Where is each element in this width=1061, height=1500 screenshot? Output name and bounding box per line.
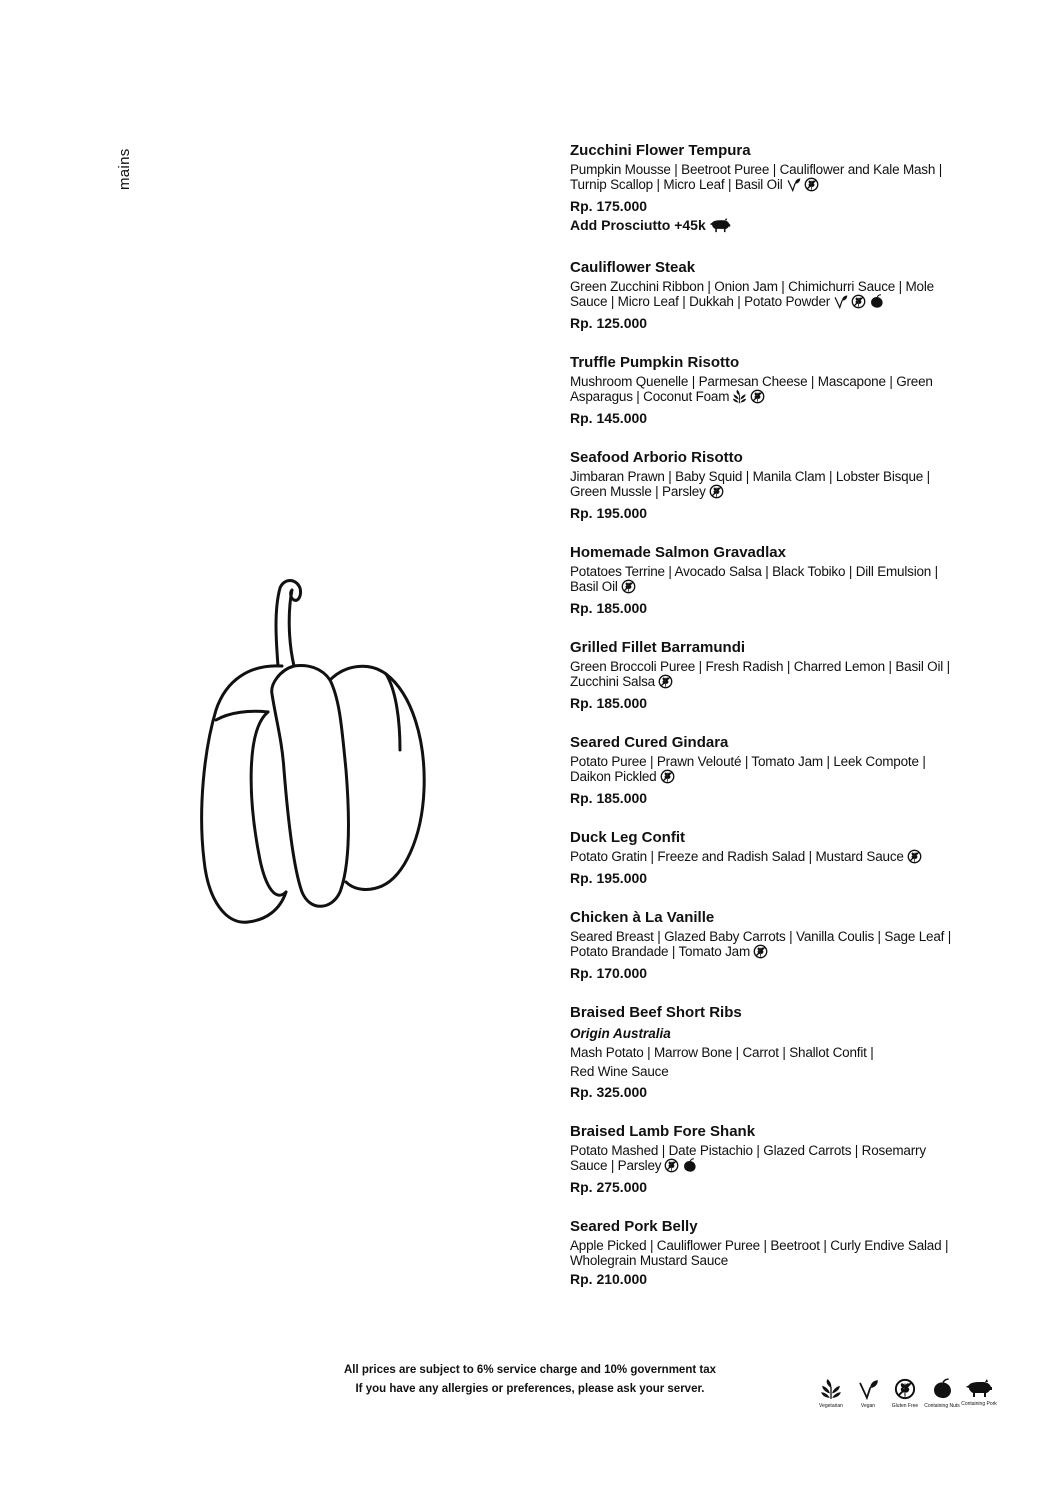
- gluten-free-icon: [753, 944, 768, 962]
- description-line: [570, 389, 990, 407]
- bell-pepper-drawing: [190, 570, 440, 940]
- item-title: Chicken à La Vanille: [570, 909, 715, 926]
- description-text: Potato Puree | Prawn Velouté | Tomato Jam | Leek Compote |: [570, 754, 926, 769]
- legend-item: [886, 1378, 924, 1410]
- description-line: [570, 659, 990, 674]
- legend-item: [849, 1378, 887, 1410]
- gluten-free-icon: [660, 769, 675, 787]
- item-title: Duck Leg Confit: [570, 829, 685, 846]
- vegan-icon: [849, 1378, 887, 1400]
- item-title: Seared Pork Belly: [570, 1218, 698, 1235]
- legend-item: [923, 1378, 961, 1410]
- item-price: Rp. 145.000: [570, 410, 648, 426]
- menu-list: [570, 141, 990, 1309]
- item-description: [570, 374, 990, 407]
- legend-label: Containing Nuts: [924, 1403, 960, 1409]
- menu-item: [570, 1122, 990, 1197]
- item-title: Braised Lamb Fore Shank: [570, 1123, 756, 1140]
- section-label: mains: [116, 148, 133, 190]
- item-price: Rp. 325.000: [570, 1084, 648, 1100]
- legend-item: [812, 1378, 850, 1410]
- legend-label: Vegan: [860, 1403, 876, 1409]
- legend-label: Gluten Free: [891, 1403, 919, 1409]
- description-text: Potato Mashed | Date Pistachio | Glazed Carrots | Rosemarry: [570, 1143, 926, 1158]
- description-line: [570, 1158, 990, 1176]
- menu-item: [570, 828, 990, 888]
- menu-item: [570, 733, 990, 808]
- description-text: Turnip Scallop | Micro Leaf | Basil Oil: [570, 177, 783, 192]
- item-title: Homemade Salmon Gravadlax: [570, 544, 786, 561]
- footer-note: [300, 1361, 760, 1399]
- gluten-free-icon: [750, 389, 765, 407]
- nuts-icon: [682, 1158, 697, 1176]
- description-line: [570, 1062, 990, 1081]
- item-title: Seafood Arborio Risotto: [570, 449, 743, 466]
- item-price: Rp. 210.000: [570, 1271, 648, 1287]
- description-text: Potato Brandade | Tomato Jam: [570, 944, 751, 959]
- description-text: Sauce | Micro Leaf | Dukkah | Potato Powder: [570, 294, 831, 309]
- nuts-icon: [869, 294, 884, 312]
- item-origin: Origin Australia: [570, 1026, 671, 1041]
- gluten-free-icon: [658, 674, 673, 692]
- gluten-free-icon: [709, 484, 724, 502]
- item-title: Braised Beef Short Ribs: [570, 1004, 742, 1021]
- description-text: Asparagus | Coconut Foam: [570, 389, 730, 404]
- description-text: Mash Potato | Marrow Bone | Carrot | Shallot Confit |: [570, 1045, 874, 1060]
- menu-item: [570, 353, 990, 428]
- description-text: Basil Oil: [570, 579, 618, 594]
- description-line: [570, 1238, 990, 1253]
- description-line: [570, 579, 990, 597]
- description-text: Jimbaran Prawn | Baby Squid | Manila Clam | Lobster Bisque |: [570, 469, 930, 484]
- gluten-free-icon: [886, 1378, 924, 1400]
- menu-item: [570, 448, 990, 523]
- item-price: Rp. 125.000: [570, 315, 648, 331]
- description-text: Daikon Pickled: [570, 769, 657, 784]
- item-title: Truffle Pumpkin Risotto: [570, 354, 740, 371]
- description-text: Sauce | Parsley: [570, 1158, 662, 1173]
- item-price: Rp. 195.000: [570, 870, 648, 886]
- description-line: [570, 1043, 990, 1062]
- dietary-legend: [812, 1378, 1002, 1422]
- item-description: [570, 564, 990, 597]
- item-price: Rp. 185.000: [570, 790, 648, 806]
- gluten-free-icon: [664, 1158, 679, 1176]
- vegan-icon: [833, 294, 848, 312]
- item-price: Rp. 275.000: [570, 1179, 648, 1195]
- item-price: Rp. 185.000: [570, 600, 648, 616]
- legend-label: Vegetarian: [819, 1403, 843, 1409]
- description-line: [570, 1143, 990, 1158]
- menu-item: [570, 543, 990, 618]
- gluten-free-icon: [851, 294, 866, 312]
- item-description: [570, 1143, 990, 1176]
- menu-item: [570, 908, 990, 983]
- description-text: Pumpkin Mousse | Beetroot Puree | Cauliflower and Kale Mash |: [570, 162, 943, 177]
- description-line: [570, 564, 990, 579]
- description-line: [570, 1253, 990, 1268]
- description-line: [570, 929, 990, 944]
- description-text: Mushroom Quenelle | Parmesan Cheese | Mascapone | Green: [570, 374, 933, 389]
- item-description: [570, 659, 990, 692]
- pork-icon: [960, 1378, 998, 1398]
- description-line: [570, 279, 990, 294]
- item-addon: [570, 216, 990, 238]
- gluten-free-icon: [804, 177, 819, 195]
- description-text: Zucchini Salsa: [570, 674, 655, 689]
- menu-item: [570, 258, 990, 333]
- description-text: Green Mussle | Parsley: [570, 484, 706, 499]
- vegetarian-icon: [732, 389, 747, 407]
- item-description: [570, 1238, 990, 1268]
- item-description: [570, 279, 990, 312]
- description-text: Potatoes Terrine | Avocado Salsa | Black Tobiko | Dill Emulsion |: [570, 564, 938, 579]
- description-line: [570, 374, 990, 389]
- item-price: Rp. 170.000: [570, 965, 648, 981]
- description-line: [570, 944, 990, 962]
- description-line: [570, 162, 990, 177]
- addon-text: Add Prosciutto +45k: [570, 217, 706, 233]
- item-price: Rp. 185.000: [570, 695, 648, 711]
- vegetarian-icon: [812, 1378, 850, 1400]
- item-description: [570, 929, 990, 962]
- description-line: [570, 294, 990, 312]
- description-text: Red Wine Sauce: [570, 1064, 669, 1079]
- gluten-free-icon: [621, 579, 636, 597]
- item-price: Rp. 175.000: [570, 198, 648, 214]
- nuts-icon: [923, 1378, 961, 1400]
- vegan-icon: [786, 177, 801, 195]
- item-description: [570, 469, 990, 502]
- item-title: Cauliflower Steak: [570, 259, 696, 276]
- description-line: [570, 674, 990, 692]
- pork-icon: [709, 217, 731, 238]
- item-title: Seared Cured Gindara: [570, 734, 729, 751]
- item-description: [570, 754, 990, 787]
- menu-item: [570, 638, 990, 713]
- description-line: [570, 177, 990, 195]
- description-text: Green Broccoli Puree | Fresh Radish | Charred Lemon | Basil Oil |: [570, 659, 950, 674]
- description-text: Wholegrain Mustard Sauce: [570, 1253, 729, 1268]
- menu-item: [570, 141, 990, 238]
- item-description: [570, 162, 990, 195]
- description-line: [570, 754, 990, 769]
- item-description: [570, 1043, 990, 1081]
- description-line: [570, 849, 990, 867]
- description-text: Green Zucchini Ribbon | Onion Jam | Chimichurri Sauce | Mole: [570, 279, 934, 294]
- menu-item: [570, 1217, 990, 1289]
- gluten-free-icon: [907, 849, 922, 867]
- description-line: [570, 484, 990, 502]
- item-price: Rp. 195.000: [570, 505, 648, 521]
- item-title: Grilled Fillet Barramundi: [570, 639, 746, 656]
- description-text: Potato Gratin | Freeze and Radish Salad | Mustard Sauce: [570, 849, 904, 864]
- item-description: [570, 849, 990, 867]
- menu-item: [570, 1003, 990, 1102]
- description-line: [570, 769, 990, 787]
- allergy-note: If you have any allergies or preferences, please ask your server.: [355, 1383, 705, 1395]
- item-title: Zucchini Flower Tempura: [570, 142, 751, 159]
- legend-label: Containing Pork: [961, 1401, 997, 1407]
- legend-item: [960, 1378, 998, 1408]
- description-text: Apple Picked | Cauliflower Puree | Beetroot | Curly Endive Salad |: [570, 1238, 949, 1253]
- description-line: [570, 469, 990, 484]
- service-charge-note: All prices are subject to 6% service charge and 10% government tax: [344, 1364, 716, 1376]
- description-text: Seared Breast | Glazed Baby Carrots | Vanilla Coulis | Sage Leaf |: [570, 929, 952, 944]
